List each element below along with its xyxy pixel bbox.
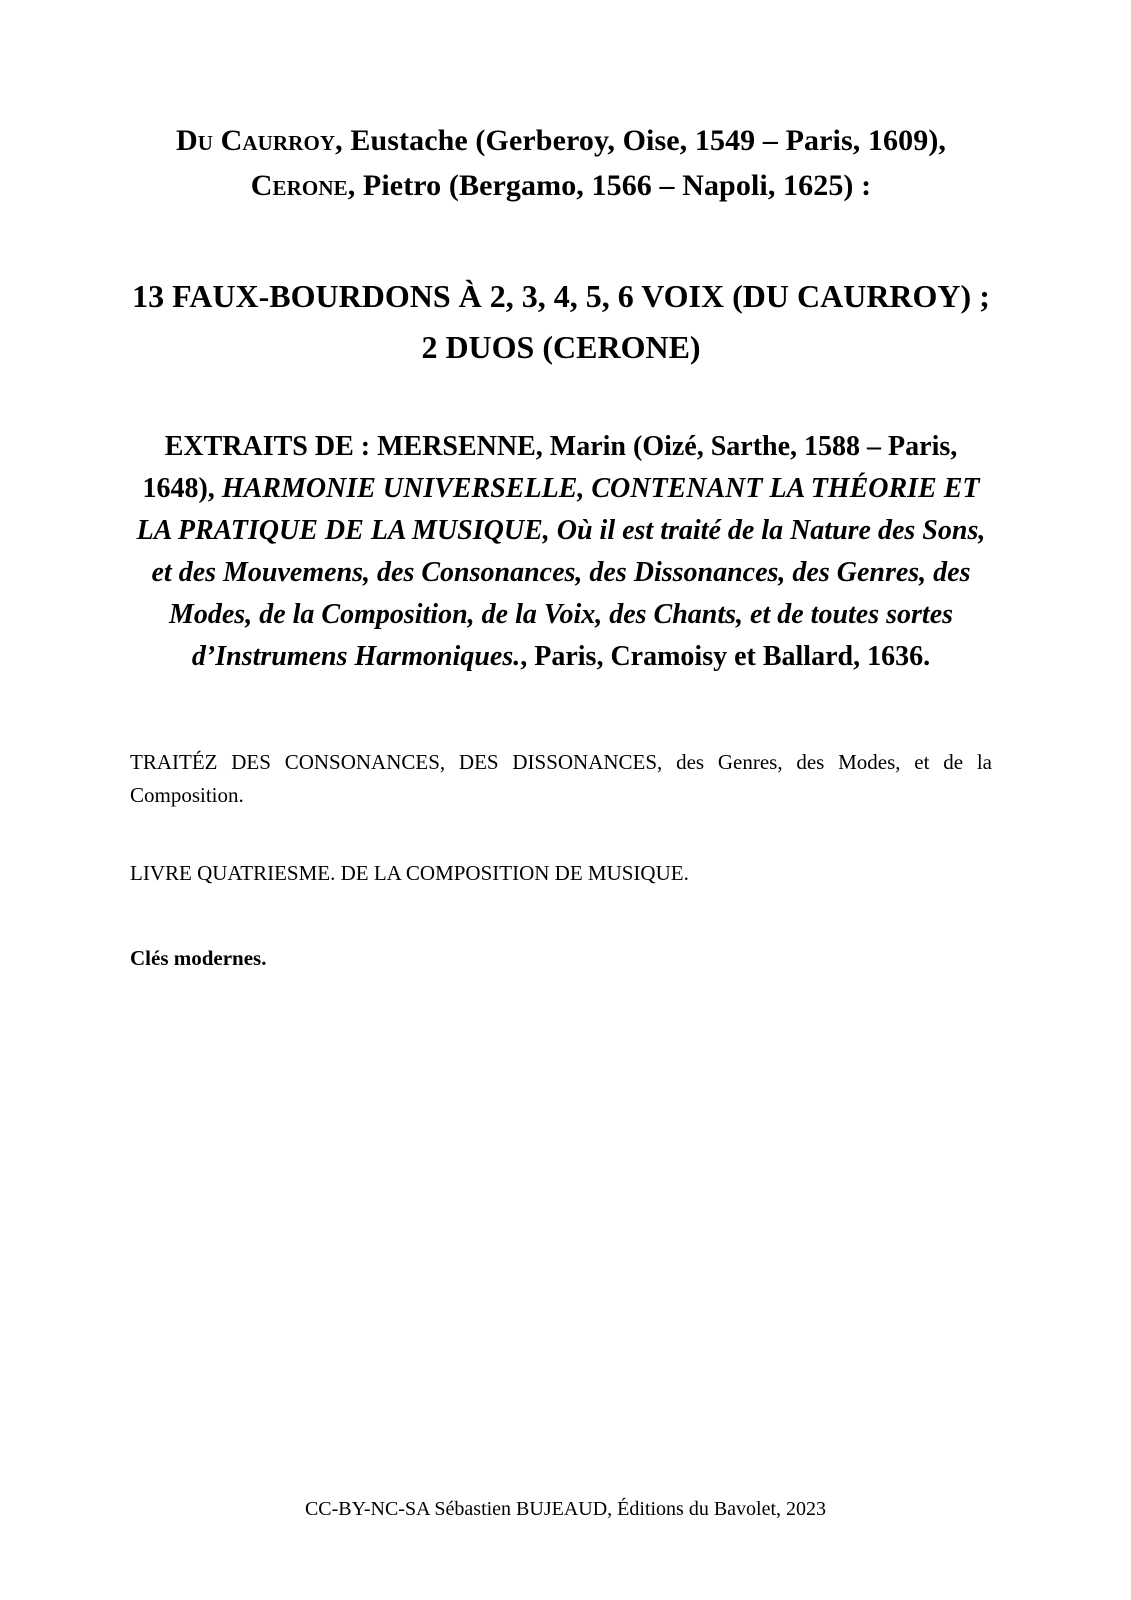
author-name-cerone: Cerone (250, 169, 348, 202)
document-content (130, 0, 992, 975)
source-lead: EXTRAITS DE : MERSENNE, Marin (Oizé, Sarthe, 1588 – Paris, 1648), (142, 431, 958, 504)
page-footer: CC-BY-NC-SA Sébastien BUJEAUD, Éditions du Bavolet, 2023 (304, 1498, 827, 1520)
heading-source-reference (130, 373, 992, 678)
source-title-italic: HARMONIE UNIVERSELLE, CONTENANT LA THÉORIE ET LA PRATIQUE DE LA MUSIQUE, Où il est traité de la Nature des Sons, et des Mouvemens, des Consonances, des Dissonances, des Genres, des Modes, de la Composition, de la Voix, des Chants, et de toutes sortes d’Instrumens Harmoniques. (136, 473, 986, 672)
author-details-du-caurroy: , Eustache (Gerberoy, Oise, 1549 – Paris, 1609), (335, 124, 947, 157)
author-details-cerone: , Pietro (Bergamo, 1566 – Napoli, 1625) : (347, 169, 872, 202)
heading-authors (130, 0, 992, 208)
body-text-block (130, 678, 992, 975)
source-imprint: , Paris, Cramoisy et Ballard, 1636. (520, 641, 931, 672)
heading-work-title: 13 FAUX-BOURDONS À 2, 3, 4, 5, 6 VOIX (DU CAURROY) ; 2 DUOS (CERONE) (132, 278, 990, 365)
paragraph-livre-quatriesme: LIVRE QUATRIESME. DE LA COMPOSITION DE MUSIQUE. (130, 861, 689, 885)
author-name-du-caurroy: Du Caurroy (175, 124, 336, 157)
paragraph-traitez: TRAITÉZ DES CONSONANCES, DES DISSONANCES, des Genres, des Modes, et de la Composition. (130, 750, 992, 807)
section-label-cles-modernes: Clés modernes. (130, 946, 267, 970)
